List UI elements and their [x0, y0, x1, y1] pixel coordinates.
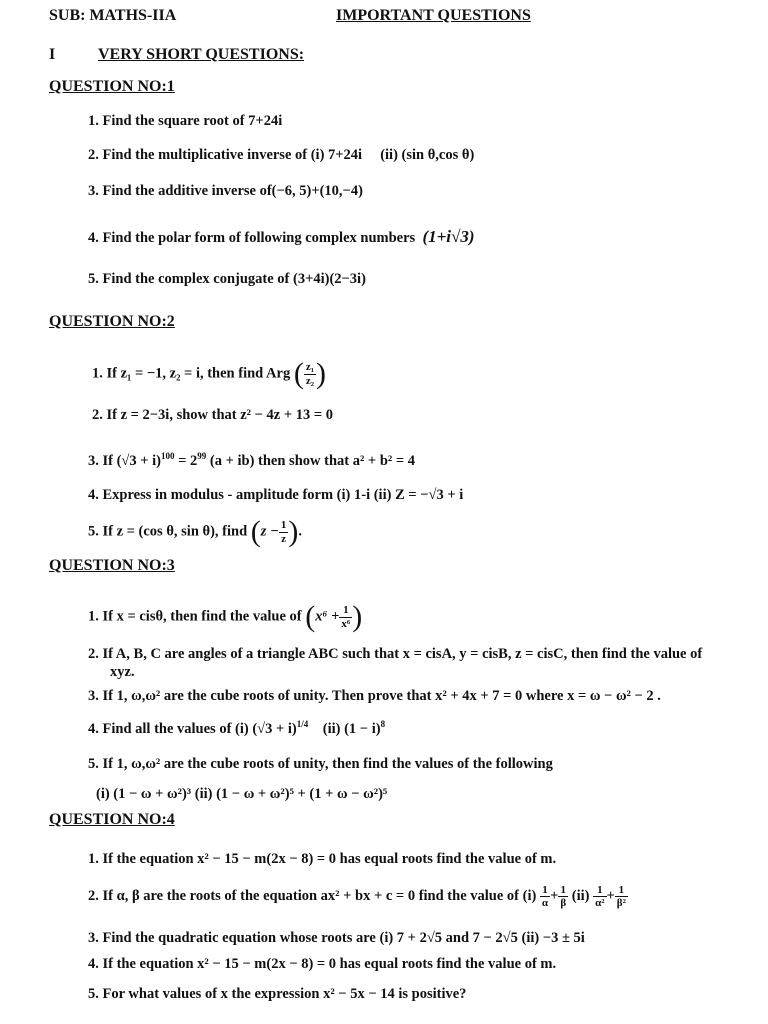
- paren-open: (: [305, 600, 316, 633]
- question-heading-3: QUESTION NO:3: [49, 557, 175, 574]
- q3-item-3: 3. If 1, ω,ω² are the cube roots of unity. Then prove that x² + 4x + 7 = 0 where x = ω − ω² − 2 .: [88, 688, 661, 704]
- paren-close: ): [352, 600, 363, 633]
- frac-denominator: α: [541, 897, 549, 910]
- paren-close: ): [316, 357, 327, 390]
- frac-denominator: α²: [595, 897, 605, 910]
- frac-numerator: 1: [540, 884, 550, 897]
- frac-numerator: 1: [339, 604, 352, 617]
- q3-item-1: [88, 602, 362, 632]
- page-title: IMPORTANT QUESTIONS: [336, 7, 531, 24]
- fraction-1-over-alpha-sq: [593, 884, 606, 909]
- fraction-1-over-x6: [339, 604, 352, 629]
- fraction-z1-over-z2: [304, 361, 316, 386]
- q3-item-2-cont: xyz.: [110, 664, 135, 680]
- q3-exp-1-4: 1/4: [296, 719, 309, 729]
- fraction-1-over-z: [279, 519, 289, 544]
- q1-item-4: [88, 227, 475, 247]
- q2-item-4: 4. Express in modulus - amplitude form (i) 1-i (ii) Z = −√3 + i: [88, 487, 464, 503]
- question-heading-4: QUESTION NO:4: [49, 811, 175, 828]
- q4-item-5: 5. For what values of x the expression x² − 5x − 14 is positive?: [88, 986, 467, 1002]
- frac-numerator: 1: [280, 519, 287, 532]
- paren-open: (: [250, 515, 261, 548]
- q2-item-1: [92, 359, 326, 389]
- q1-item-2: [88, 147, 474, 164]
- z-minus: z −: [260, 523, 279, 540]
- q1-item-2-part-b: (ii) (sin θ,cos θ): [380, 147, 475, 163]
- frac-denominator: β²: [616, 897, 626, 910]
- frac-denominator: x⁶: [341, 617, 351, 630]
- paren-close: ): [288, 515, 299, 548]
- q2-exp-99: 99: [197, 451, 207, 461]
- q1-item-5: 5. Find the complex conjugate of (3+4i)(2−3i): [88, 271, 366, 287]
- frac-numerator: z₁: [305, 361, 315, 374]
- q2-item-3: [88, 451, 415, 470]
- q1-item-1: 1. Find the square root of 7+24i: [88, 113, 283, 129]
- x6-plus: x⁶ +: [315, 608, 340, 625]
- q2-item-5-text: 5. If z = (cos θ, sin θ), find: [88, 523, 248, 540]
- q3-item-4-part-b: (ii) (1 − i): [322, 720, 381, 737]
- q4-item-3: 3. Find the quadratic equation whose roots are (i) 7 + 2√5 and 7 − 2√5 (ii) −3 ± 5i: [88, 930, 585, 946]
- fraction-1-over-beta: [558, 884, 568, 909]
- q3-exp-8: 8: [380, 719, 386, 729]
- q4-item-2-text: 2. If α, β are the roots of the equation ax² + bx + c = 0 find the value of (i): [88, 887, 537, 904]
- section-numeral: I: [49, 46, 56, 63]
- q2-item-1-text: 1. If z₁ = −1, z₂ = i, then find Arg: [92, 365, 291, 382]
- q4-item-4: 4. If the equation x² − 15 − m(2x − 8) = 0 has equal roots find the value of m.: [88, 956, 557, 972]
- q1-item-4-expr: (1+i√3): [422, 227, 475, 246]
- paren-open: (: [293, 357, 304, 390]
- q2-item-3-part-a: 3. If (√3 + i): [88, 452, 162, 469]
- frac-denominator: β: [560, 897, 567, 910]
- q2-item-3-part-c: (a + ib) then show that a² + b² = 4: [209, 452, 415, 469]
- question-heading-2: QUESTION NO:2: [49, 313, 175, 330]
- q3-item-4: [88, 719, 385, 738]
- frac-numerator: 1: [558, 884, 568, 897]
- frac-numerator: 1: [615, 884, 628, 897]
- frac-denominator: z₂: [305, 374, 315, 387]
- q4-item-2-part-b: (ii): [571, 887, 590, 904]
- fraction-1-over-beta-sq: [615, 884, 628, 909]
- q2-item-3-part-b: = 2: [178, 452, 198, 469]
- q3-item-2: 2. If A, B, C are angles of a triangle ABC such that x = cisA, y = cisB, z = cisC, then find the value of: [88, 646, 703, 662]
- question-heading-1: QUESTION NO:1: [49, 78, 175, 95]
- q3-item-5-cont: (i) (1 − ω + ω²)³ (ii) (1 − ω + ω²)⁵ + (1 + ω − ω²)⁵: [96, 786, 388, 802]
- q4-item-1: 1. If the equation x² − 15 − m(2x − 8) = 0 has equal roots find the value of m.: [88, 851, 557, 867]
- q1-item-2-part-a: 2. Find the multiplicative inverse of (i) 7+24i: [88, 147, 363, 163]
- q4-item-2: 2. If α, β are the roots of the equation ax² + bx + c = 0 find the value of (i) $\frac{1}{\alpha}$ + $\frac{1}{\beta}$ (ii) $\frac{1}{\text{α²}}$ + $\frac{1}{\text{β²}}$: [88, 884, 626, 910]
- frac-denominator: z: [281, 532, 287, 545]
- q1-item-3: 3. Find the additive inverse of(−6, 5)+(10,−4): [88, 183, 363, 199]
- q2-exp-100: 100: [161, 451, 175, 461]
- q3-item-5: 5. If 1, ω,ω² are the cube roots of unity, then find the values of the following: [88, 756, 553, 772]
- subject-label: SUB: MATHS-IIA: [49, 7, 177, 24]
- q1-item-4-text: 4. Find the polar form of following complex numbers: [88, 230, 416, 246]
- fraction-1-over-alpha: [540, 884, 550, 909]
- q2-item-2: 2. If z = 2−3i, show that z² − 4z + 13 = 0: [92, 407, 333, 423]
- q2-item-5: 5. If z = (cos θ, sin θ), find (z − $\frac{1}{z}$ ).: [88, 515, 302, 548]
- frac-numerator: 1: [593, 884, 606, 897]
- q3-item-4-part-a: 4. Find all the values of (i) (√3 + i): [88, 720, 297, 737]
- section-title: VERY SHORT QUESTIONS:: [98, 46, 305, 63]
- q3-item-1-text: 1. If x = cisθ, then find the value of: [88, 608, 302, 625]
